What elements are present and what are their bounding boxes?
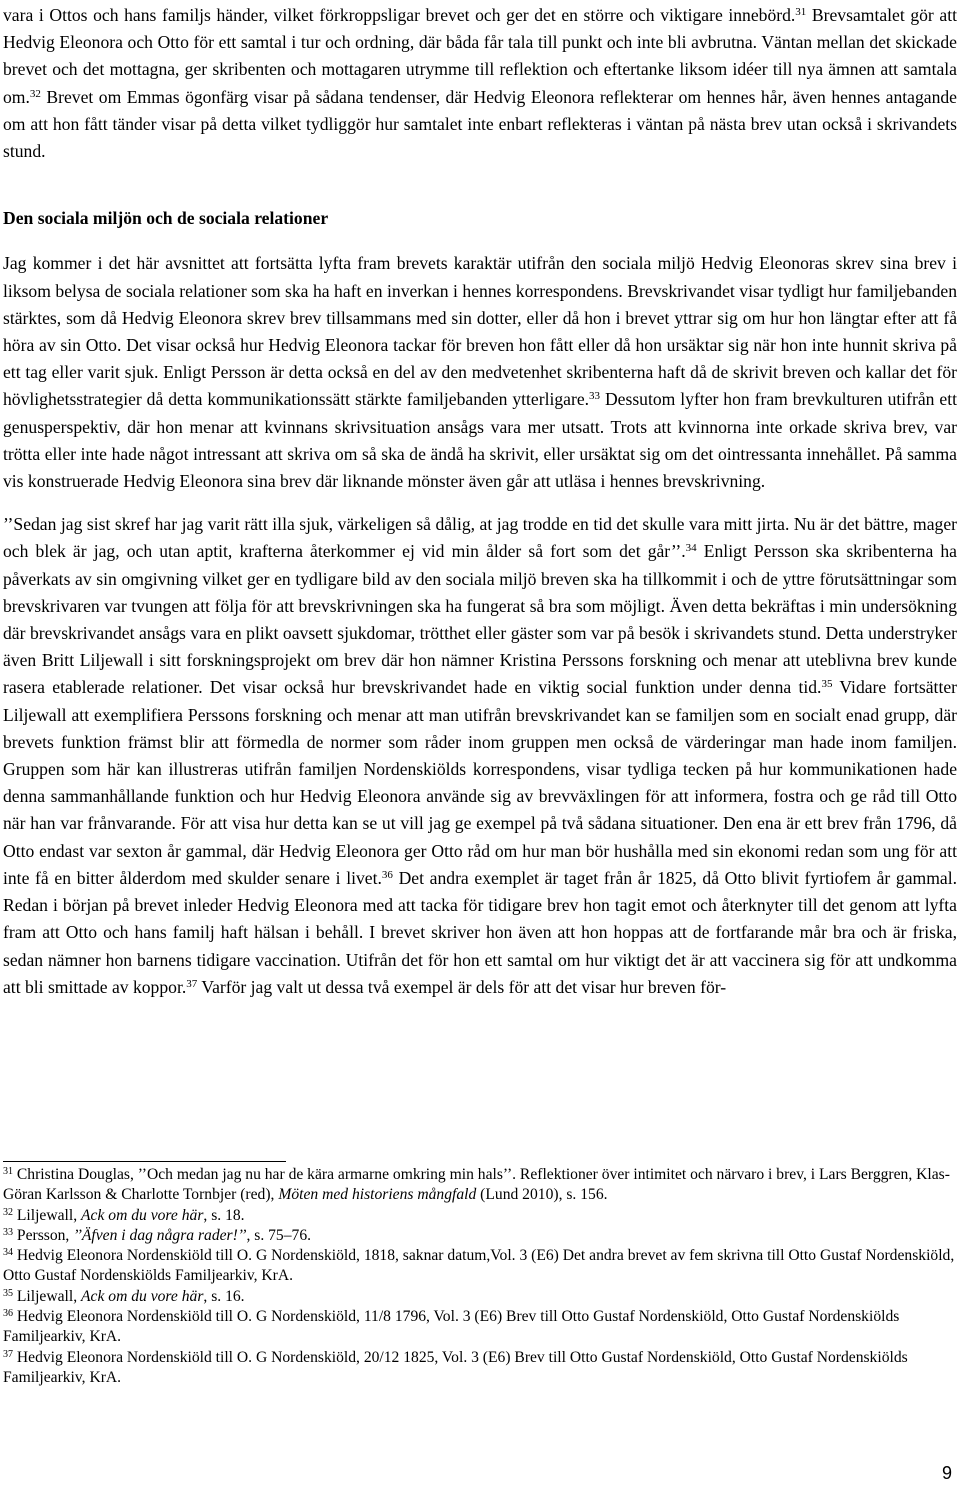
section-heading: Den sociala miljön och de sociala relationer [3,208,329,229]
footnotes [3,1165,957,1388]
footnote-ref-33[interactable]: 33 [589,390,601,403]
footnote-34 [3,1246,957,1287]
footnote-separator [3,1161,286,1162]
footnote-31 [3,1165,957,1206]
footnote-text: , s. 18. [203,1206,245,1224]
footnote-37 [3,1348,957,1389]
footnote-title: Möten med historiens mångfald [278,1186,477,1204]
footnote-text: Christina Douglas, ’’Och medan jag nu har de kära armarne omkring min hals’’. Reflektioner över intimitet och närvaro i brev, i Lars Berggren, Klas-Göran Karlsson & Charlotte Tornbjer (red), [3,1166,950,1204]
footnote-text: Hedvig Eleonora Nordenskiöld till O. G Nordenskiöld, 1818, saknar datum,Vol. 3 (E6) Det andra brevet av fem skrivna till Otto Gustaf Nordenskiöld, Otto Gustaf Nordenskiölds Familjearkiv, KrA. [3,1247,955,1285]
footnote-text: Liljewall, [16,1206,81,1224]
footnote-text: (Lund 2010), s. 156. [476,1186,608,1204]
footnote-text: Hedvig Eleonora Nordenskiöld till O. G Nordenskiöld, 11/8 1796, Vol. 3 (E6) Brev till Otto Gustaf Nordenskiöld, Otto Gustaf Nordenskiölds Familjearkiv, KrA. [3,1308,900,1346]
footnote-text: , s. 16. [203,1287,245,1305]
text-run: Jag kommer i det här avsnittet att fortsätta lyfta fram brevets karaktär utifrån den sociala miljö Hedvig Eleonoras skrev sina brev i liksom belysa de sociala relationer som ska ha haft en inverkan i hennes korrespondens. Brevskrivandet visar tydligt hur familjebanden stärktes, som då Hedvig Eleonora skrev brev tillsammans med sin dotter, eller då hon i brevet yttrar sig om hur hon längtar efter att få höra av sin Otto. Det visar också hur Hedvig Eleonora tackar för breven hon fått eller då hon ursäktar sig när hon inte hunnit skriva på ett tag eller varit sjuk. Enligt Persson är detta också en del av den medvetenhet skribenterna haft då de skrivit breven och kallar det för hövlighetsstrategier då detta kommunikationssätt stärkte familjebanden ytterligare. [3,253,957,410]
text-run: Varför jag valt ut dessa två exempel är dels för att det visar hur breven för- [197,976,727,997]
body-paragraph-2 [3,250,957,495]
text-run: Brevet om Emmas ögonfärg visar på sådana tendenser, där Hedvig Eleonora reflekterar om hennes hår, även hennes antagande om att hon fått tänder visar på detta vilket tydliggör hur samtalet inte enbart reflekteras i väntan på nästa brev utan också i skrivandets stund. [3,86,957,162]
footnote-title: Ack om du vore här [81,1206,204,1224]
text-run: Dessutom lyfter hon fram brevkulturen utifrån ett genusperspektiv, där hon menar att kvinnans skrivsituation ansågs vara mer utsatt. Trots att kvinnorna inte orkade skriva brev, var trötta eller inte hade något intressant att skriva om så ska de ändå ha skrivit, eller ursäktat sig om det ointressanta innehållet. På samma vis konstruerade Hedvig Eleonora sina brev där liknande mönster även går att utläsa i hennes brevskrivning. [3,389,957,492]
footnote-title: Ack om du vore här [81,1287,204,1305]
footnote-35 [3,1287,957,1307]
footnote-text: , s. 75–76. [246,1226,312,1244]
footnote-ref-35[interactable]: 35 [821,678,833,691]
footnote-number: 34 [3,1247,13,1259]
footnote-ref-36[interactable]: 36 [381,868,393,881]
text-run: vara i Ottos och hans familjs händer, vilket förkroppsligar brevet och ger det en större och viktigare innebörd. [3,5,796,25]
footnote-title: ’’Äfven i dag några rader!’’ [73,1226,247,1244]
footnote-number: 33 [3,1226,13,1238]
body-paragraph-1 [3,0,957,165]
footnote-ref-31[interactable]: 31 [795,6,807,18]
footnote-text: Liljewall, [16,1287,81,1305]
footnote-number: 35 [3,1287,13,1299]
page-number: 9 [941,1463,952,1483]
footnote-number: 32 [3,1206,13,1218]
footnote-ref-37[interactable]: 37 [186,977,198,990]
footnote-number: 31 [3,1166,13,1177]
footnote-number: 37 [3,1348,13,1360]
section-heading-wrap [3,205,957,232]
footnote-text: Hedvig Eleonora Nordenskiöld till O. G Nordenskiöld, 20/12 1825, Vol. 3 (E6) Brev till Otto Gustaf Nordenskiöld, Otto Gustaf Nordenskiölds Familjearkiv, KrA. [3,1348,908,1386]
footnote-33 [3,1226,957,1246]
quote-text: ’’Sedan jag sist skref har jag varit rätt illa sjuk, värkeligen så dålig, at jag trodde en tid det skulle vara mitt jirta. Nu är det bättre, mager och blek är jag, och utan aptit, krafterna återkommer ej vid min ålder så fort som det går’’. [3,514,957,562]
footnote-text: Persson, [16,1226,74,1244]
text-run: Vidare fortsätter Liljewall att exemplifiera Perssons forskning och menar att man utifrån brevskrivandet kan se familjen som en socialt enad grupp, där brevets funktion främst blir att förmedla de normer som råder inom gruppen men också de värderingar man hade inom familjen. Gruppen som här kan illustreras utifrån familjen Nordenskiölds korrespondens, visar tydliga tecken på hur kommunikationen hade denna sammanhållande funktion och hur Hedvig Eleonora använde sig av brevväxlingen för att informera, fostra och ge råd till Otto när han var frånvarande. För att visa hur detta kan se ut vill jag ge exempel på två sådana situationer. Den ena är ett brev från 1796, då Otto endast var sexton år gammal, där Hedvig Eleonora ger Otto råd om hur man bör hushålla med sin ekonomi redan som ung för att inte få en bitter ålderdom med skulder senare i livet. [3,677,957,888]
footnote-ref-32[interactable]: 32 [29,87,41,100]
body-paragraph-3 [3,511,957,1001]
text-run: Brevsamtalet gör att Hedvig Eleonora och Otto för ett samtal i tur och ordning, där båda får tala till punkt och inte bli avbrutna. Väntan mellan det skickade brevet och det mottagna, ger skribenten och mottagaren utrymme till reflektion och eftertanke liksom idéer till nya ämnen att samtala om. [3,5,957,107]
text-run: Det andra exemplet är taget från år 1825, då Otto blivit fyrtiofem år gammal. Redan i början på brevet inleder Hedvig Eleonora med att tacka för tidigare brev hon tagit emot och återknyter till det genom att lyfta fram att Otto och hans familj haft hälsan i behåll. I brevet skriver hon även att hon hoppas att de fortfarande mår bra och är friska, sedan nämner hon barnens tidigare vaccination. Utifrån det för hon ett samtal om hur viktigt det är att vaccinera sig för att undkomma att bli smittade av koppor. [3,867,957,997]
document-page [3,0,957,1001]
footnote-36 [3,1307,957,1348]
footnote-32 [3,1206,957,1226]
footnote-ref-34[interactable]: 34 [685,542,697,555]
text-run: Enligt Persson ska skribenterna ha påverkats av sin omgivning vilket ger en tydligare bild av den sociala miljö breven ska ha tillkommit i och de yttre förutsättningar som brevskrivaren var tvungen att följa för att brevskrivningen ska ha fungerat så bra som möjligt. Även detta bekräftas i min undersökning där brevskrivandet ansågs vara en plikt oavsett sjukdomar, trötthet eller gäster som var på besök i skrivandets stund. Detta understryker även Britt Liljewall i sitt forskningsprojekt om brev där hon nämner Kristina Perssons forskning och menar att uteblivna brev kunde rasera etablerade relationer. Det visar också hur brevskrivandet hade en viktig social funktion under denna tid. [3,541,957,698]
footnote-number: 36 [3,1308,13,1320]
